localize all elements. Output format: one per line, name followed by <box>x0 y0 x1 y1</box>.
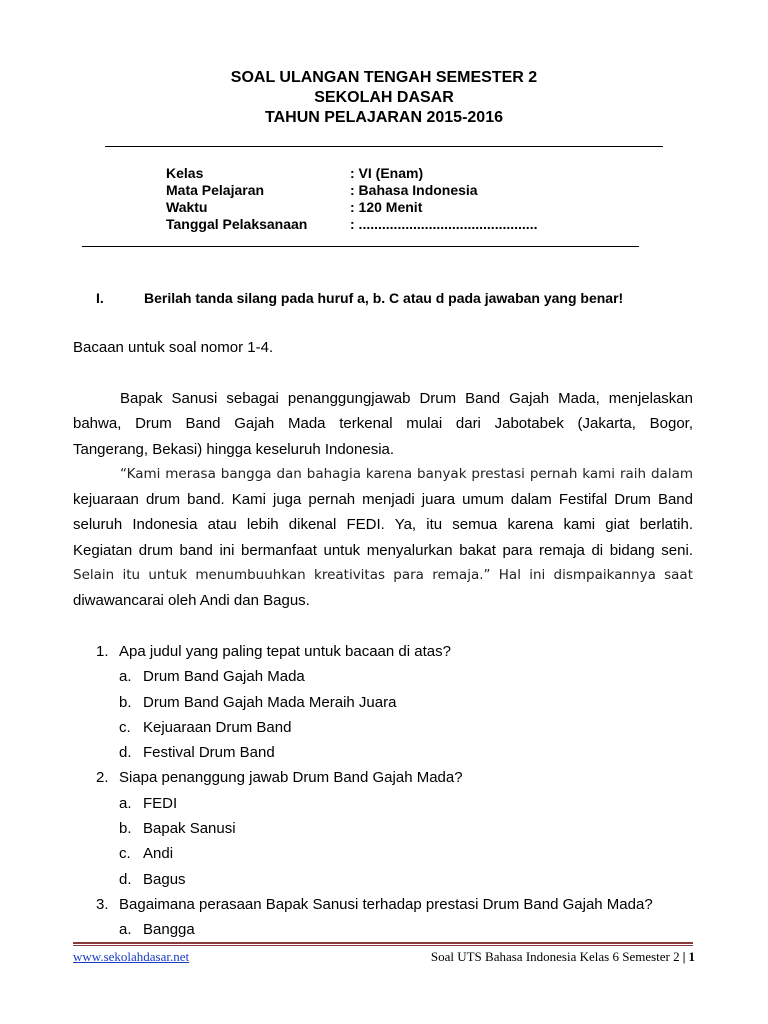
section-instruction: Berilah tanda silang pada huruf a, b. C atau d pada jawaban yang benar! <box>144 290 624 306</box>
question-text: Siapa penanggung jawab Drum Band Gajah Mada? <box>119 769 463 787</box>
footer-divider <box>73 942 693 944</box>
passage-line: kejuaraan drum band. Kami juga pernah menjadi juara umum dalam Festifal Drum Band <box>73 491 693 509</box>
passage-line: “Kami merasa bangga dan bahagia karena banyak prestasi pernah kami raih dalam <box>120 465 693 482</box>
info-value: : VI (Enam) <box>350 165 424 181</box>
reading-intro: Bacaan untuk soal nomor 1-4. <box>73 339 274 356</box>
footer-divider-thin <box>73 945 693 946</box>
info-row-date <box>166 216 537 233</box>
question-text: Apa judul yang paling tepat untuk bacaan di atas? <box>119 643 451 660</box>
answer-option <box>0 841 768 866</box>
info-value: : Bahasa Indonesia <box>350 182 478 198</box>
passage-line: Tangerang, Bekasi) hingga keseluruh Indonesia. <box>73 440 395 458</box>
option-text: Bangga <box>143 921 195 939</box>
option-letter: c. <box>119 845 131 863</box>
question-text: Bagaimana perasaan Bapak Sanusi terhadap prestasi Drum Band Gajah Mada? <box>119 895 653 913</box>
option-text: Kejuaraan Drum Band <box>143 718 292 736</box>
question-number: 2. <box>96 769 109 787</box>
passage-line: seluruh Indonesia atau lebih dikenal FEDI. Ya, itu semua karena kami giat berlatih. <box>73 516 693 534</box>
option-letter: b. <box>119 820 132 838</box>
option-text: FEDI <box>143 794 178 812</box>
reading-passage <box>73 386 693 614</box>
answer-option <box>0 867 768 892</box>
footer-doc-title: Soal UTS Bahasa Indonesia Kelas 6 Semester 2 <box>430 949 680 964</box>
exam-info-table <box>166 165 537 233</box>
footer-separator: | <box>682 949 686 964</box>
info-row-time <box>166 199 537 216</box>
info-value: : 120 Menit <box>350 199 423 215</box>
title-line-3: TAHUN PELAJARAN 2015-2016 <box>265 109 503 126</box>
question-item <box>0 639 768 664</box>
title-line-2: SEKOLAH DASAR <box>314 89 454 106</box>
header-divider-top <box>105 146 663 147</box>
option-text: Andi <box>143 845 174 863</box>
option-text: Drum Band Gajah Mada <box>143 668 305 686</box>
info-label: Kelas <box>166 165 204 181</box>
option-letter: b. <box>119 693 132 711</box>
passage-line: diwawancarai oleh Andi dan Bagus. <box>73 592 310 610</box>
info-row-class <box>166 165 537 182</box>
footer-page-info <box>431 949 695 965</box>
passage-line: Kegiatan drum band ini bermanfaat untuk menyalurkan bakat para remaja di bidang seni. <box>73 541 693 559</box>
info-row-subject <box>166 182 537 199</box>
question-list <box>0 639 768 943</box>
footer-website-link[interactable]: www.sekolahdasar.net <box>73 949 190 964</box>
question-number: 1. <box>96 643 109 660</box>
info-label: Waktu <box>166 199 208 215</box>
answer-option <box>0 690 768 715</box>
page-number: 1 <box>688 949 695 964</box>
document-title <box>0 68 768 128</box>
title-line-1: SOAL ULANGAN TENGAH SEMESTER 2 <box>230 69 538 86</box>
passage-line: Bapak Sanusi sebagai penanggungjawab Drum Band Gajah Mada, menjelaskan <box>120 390 693 407</box>
passage-line: bahwa, Drum Band Gajah Mada terkenal mulai dari Jabotabek (Jakarta, Bogor, <box>73 415 693 433</box>
option-letter: c. <box>119 718 131 736</box>
answer-option <box>0 715 768 740</box>
option-letter: a. <box>119 921 132 939</box>
option-letter: d. <box>119 744 132 762</box>
question-item <box>0 765 768 790</box>
answer-option <box>0 917 768 942</box>
option-text: Festival Drum Band <box>143 744 275 762</box>
question-number: 3. <box>96 895 109 913</box>
answer-option <box>0 740 768 765</box>
option-text: Bagus <box>143 870 186 888</box>
info-value: : .............................................. <box>350 216 538 232</box>
passage-line: Selain itu untuk menumbuuhkan kreativitas para remaja.” Hal ini dismpaikannya saat <box>73 567 693 584</box>
header-divider-bottom <box>82 246 639 247</box>
answer-option <box>0 664 768 689</box>
option-letter: d. <box>119 870 132 888</box>
section-number: I. <box>96 290 104 306</box>
answer-option <box>0 791 768 816</box>
answer-option <box>0 816 768 841</box>
option-letter: a. <box>119 794 132 812</box>
option-letter: a. <box>119 668 132 686</box>
question-item <box>0 892 768 917</box>
option-text: Bapak Sanusi <box>143 820 236 838</box>
info-label: Mata Pelajaran <box>166 182 265 198</box>
info-label: Tanggal Pelaksanaan <box>166 216 308 232</box>
option-text: Drum Band Gajah Mada Meraih Juara <box>143 693 397 711</box>
